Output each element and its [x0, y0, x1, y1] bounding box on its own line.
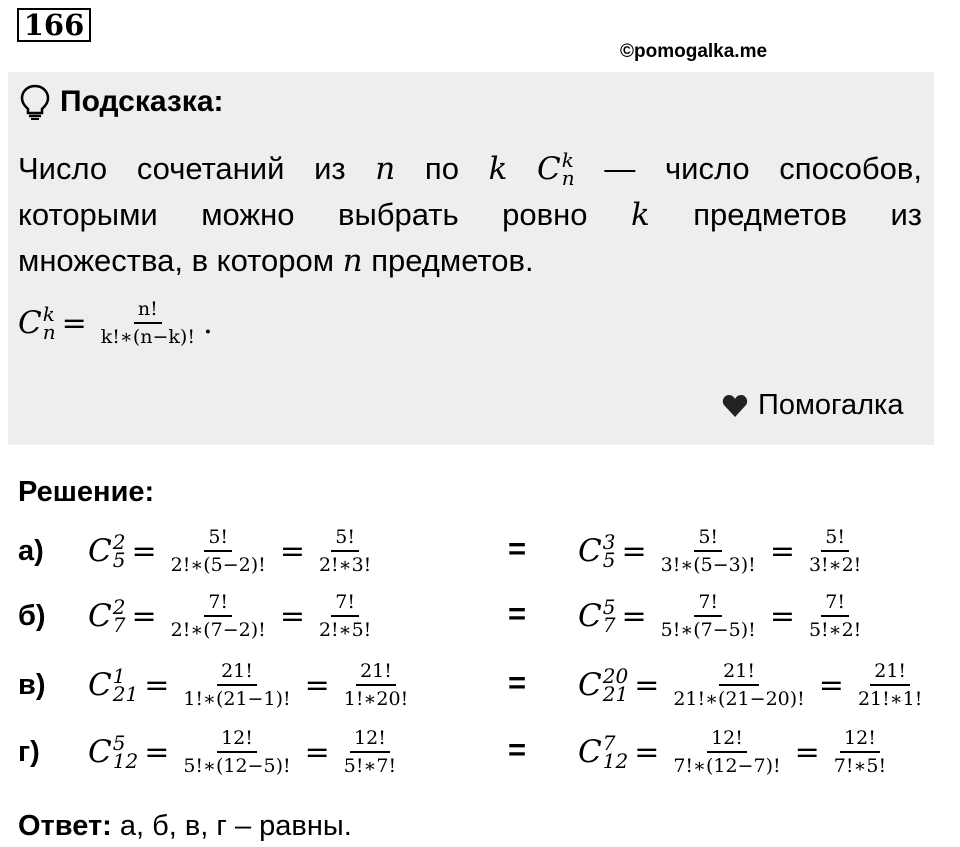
hint-heading [20, 84, 224, 120]
hint-title: Подсказка: [60, 85, 224, 118]
heart-icon [722, 394, 748, 418]
right-equation: C 7 12 = $\frac{12!}{7!∗(12-7)!}$ = $\frac{12!}{7!∗5!}$ [578, 722, 894, 782]
combination-symbol: C 5 7 [578, 595, 616, 637]
left-equation: C 1 21 = $\frac{21!}{1!∗(21-1)!}$ = $\frac{21!}{1!∗20!}$ [88, 655, 416, 715]
site-watermark: ©pomogalka.me [620, 41, 768, 62]
solution-row [0, 521, 960, 581]
combination-symbol: C 7 12 [578, 731, 629, 773]
fraction: $\frac{12!}{5!∗7!}$ [343, 727, 397, 777]
cnk-symbol: C k n [537, 148, 575, 190]
fraction: $\frac{21!}{1!∗(21-1)!}$ [183, 660, 291, 710]
row-label: а) [18, 535, 44, 567]
right-equation: C 20 21 = $\frac{21!}{21!∗(21-20)!}$ = $\frac{21!}{21!∗1!}$ [578, 655, 930, 715]
right-equation: C 3 5 = $\frac{5!}{3!∗(5-3)!}$ = $\frac{5!}{3!∗2!}$ [578, 521, 869, 581]
hint-line-1: Число сочетаний из n по k C k n — число способов, [18, 148, 922, 190]
combination-symbol: C 2 7 [88, 595, 126, 637]
fraction: $\frac{12!}{7!∗5!}$ [833, 727, 887, 777]
solution-row [0, 655, 960, 715]
combination-symbol: C 2 5 [88, 530, 126, 572]
solution-title: Решение: [18, 476, 155, 508]
left-equation: C 5 12 = $\frac{12!}{5!∗(12-5)!}$ = $\frac{12!}{5!∗7!}$ [88, 722, 404, 782]
row-label: в) [18, 669, 46, 701]
fraction: $\frac{7!}{5!∗(7-5)!}$ [660, 591, 756, 641]
fraction: $\frac{5!}{2!∗3!}$ [318, 526, 372, 576]
combination-symbol: C 5 12 [88, 731, 139, 773]
hint-line-3: множества, в котором n предметов. [18, 243, 534, 279]
combination-symbol: C 3 5 [578, 530, 616, 572]
row-label: г) [18, 736, 40, 768]
task-number: 166 [17, 8, 91, 42]
fraction: $\frac{5!}{3!∗2!}$ [808, 526, 862, 576]
equals-sign: = [508, 732, 527, 767]
lightbulb-icon [20, 84, 50, 120]
fraction: $\frac{12!}{5!∗(12-5)!}$ [183, 727, 291, 777]
right-equation: C 5 7 = $\frac{7!}{5!∗(7-5)!}$ = $\frac{7!}{5!∗2!}$ [578, 586, 869, 646]
fraction: $\frac{21!}{21!∗1!}$ [857, 660, 923, 710]
fraction: $\frac{5!}{3!∗(5-3)!}$ [660, 526, 756, 576]
combination-symbol: C 20 21 [578, 664, 629, 706]
row-label: б) [18, 600, 46, 632]
hint-text [18, 146, 922, 284]
equals-sign: = [508, 531, 527, 566]
fraction: $\frac{5!}{2!∗(5-2)!}$ [170, 526, 266, 576]
fraction: $\frac{7!}{5!∗2!}$ [808, 591, 862, 641]
hint-line-2: которыми можно выбрать ровно k предметов из [18, 197, 922, 233]
equals-sign: = [508, 665, 527, 700]
answer: Ответ: а, б, в, г – равны. [18, 810, 352, 842]
combination-symbol: C 1 21 [88, 664, 139, 706]
solution-row [0, 586, 960, 646]
combination-formula: C k n = $\frac{n!}{k!∗(n-k)!}$ . [18, 298, 213, 348]
solution-row [0, 722, 960, 782]
equals-sign: = [508, 596, 527, 631]
fraction: $\frac{12!}{7!∗(12-7)!}$ [673, 727, 781, 777]
fraction: $\frac{7!}{2!∗5!}$ [318, 591, 372, 641]
left-equation: C 2 5 = $\frac{5!}{2!∗(5-2)!}$ = $\frac{5!}{2!∗3!}$ [88, 521, 379, 581]
fraction: $\frac{7!}{2!∗(7-2)!}$ [170, 591, 266, 641]
fraction: $\frac{21!}{1!∗20!}$ [343, 660, 409, 710]
left-equation: C 2 7 = $\frac{7!}{2!∗(7-2)!}$ = $\frac{7!}{2!∗5!}$ [88, 586, 379, 646]
fraction: $\frac{21!}{21!∗(21-20)!}$ [673, 660, 805, 710]
brand: Помогалка [722, 389, 903, 422]
